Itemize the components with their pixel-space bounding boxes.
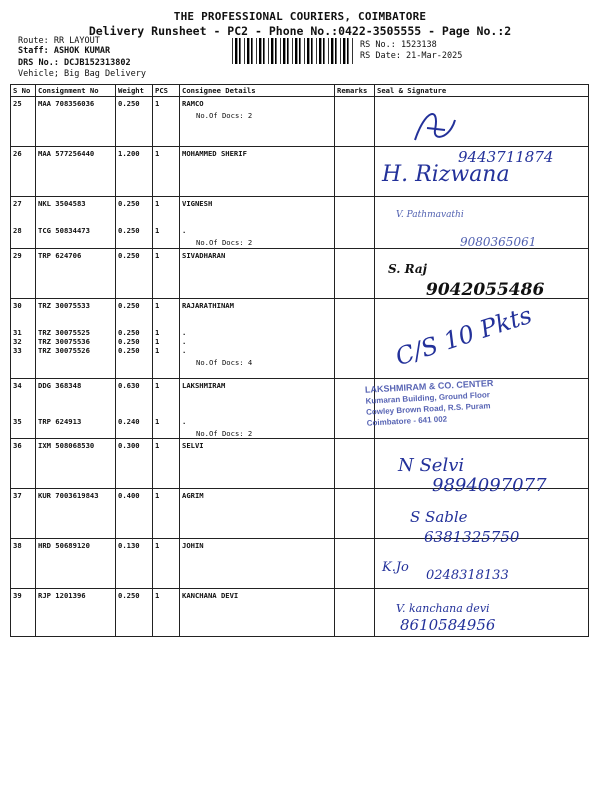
cell-text: 0.250	[118, 251, 140, 260]
remarks-cell	[335, 589, 375, 637]
weight-cell	[116, 379, 153, 439]
cell-text: 38	[13, 541, 22, 550]
docs-count: No.Of Docs: 2	[196, 111, 253, 120]
pcs-cell	[153, 379, 180, 439]
cell-text: 1	[155, 417, 160, 426]
docs-count: No.Of Docs: 2	[196, 429, 253, 438]
consignee-cell	[180, 249, 335, 299]
col-pcs-header: PCS	[153, 85, 180, 97]
consignment-cell	[36, 379, 116, 439]
signature-phone-39: 8610584956	[400, 616, 496, 634]
cell-text	[118, 408, 150, 417]
cell-text	[38, 217, 113, 226]
cell-text	[13, 217, 33, 226]
docs-count: No.Of Docs: 2	[196, 238, 253, 247]
cell-text: TRZ 30075525	[38, 328, 90, 337]
weight-cell	[116, 197, 153, 249]
cell-text: .	[182, 337, 187, 346]
consignee-cell	[180, 97, 335, 147]
cell-text: 0.130	[118, 541, 140, 550]
cell-text	[38, 408, 113, 417]
cell-text: 0.250	[118, 328, 140, 337]
cell-text	[182, 319, 332, 328]
cell-text: RJP 1201396	[38, 591, 86, 600]
stamp-line-2: Kumaran Building, Ground Floor	[365, 390, 491, 406]
signature-phone-38: 0248318133	[426, 568, 509, 583]
col-consignment-header: Consignment No	[36, 85, 116, 97]
cell-text: 39	[13, 591, 22, 600]
consignee-cell	[180, 147, 335, 197]
weight-cell	[116, 147, 153, 197]
table-header-row	[11, 85, 589, 97]
sno-cell	[11, 489, 36, 539]
cell-text: 26	[13, 149, 22, 158]
cell-text: RAMCO	[182, 99, 204, 108]
cell-text: 1	[155, 301, 160, 310]
cell-text: TRP 624706	[38, 251, 82, 260]
stamp-line-4: Coimbatore - 641 002	[366, 414, 448, 428]
signature-phone-36: 9894097077	[432, 475, 547, 496]
cell-text	[13, 399, 33, 408]
cell-text: IXM 508068530	[38, 441, 95, 450]
consignee-cell	[180, 299, 335, 379]
route-label: Route: RR LAYOUT	[18, 36, 100, 46]
consignment-cell	[36, 197, 116, 249]
cell-text: 35	[13, 417, 22, 426]
weight-cell	[116, 97, 153, 147]
signature-name-37: S Sable	[410, 508, 468, 526]
stamp-line-3: Cowley Brown Road, R.S. Puram	[365, 401, 491, 417]
consignment-cell	[36, 489, 116, 539]
cell-text: TRZ 30075536	[38, 337, 90, 346]
cell-text: 1	[155, 381, 160, 390]
consignment-cell	[36, 299, 116, 379]
consignee-cell	[180, 379, 335, 439]
sno-cell	[11, 97, 36, 147]
cell-text: 1.200	[118, 149, 140, 158]
cell-text: 0.250	[118, 337, 140, 346]
barcode-icon	[232, 38, 354, 64]
cell-text: 0.250	[118, 199, 140, 208]
signature-name-29: S. Raj	[388, 262, 427, 276]
cell-text	[182, 310, 332, 319]
pcs-cell	[153, 439, 180, 489]
cell-text: 37	[13, 491, 22, 500]
pcs-cell	[153, 249, 180, 299]
cell-text	[182, 208, 332, 217]
sno-cell	[11, 379, 36, 439]
cell-text: .	[182, 346, 187, 355]
consignee-cell	[180, 589, 335, 637]
cell-text	[38, 390, 113, 399]
consignment-cell	[36, 589, 116, 637]
cell-text	[118, 399, 150, 408]
docs-count: No.Of Docs: 4	[196, 358, 253, 367]
vehicle-label: Vehicle; Big Bag Delivery	[18, 69, 146, 79]
pcs-cell	[153, 97, 180, 147]
cell-text: NKL 3504583	[38, 199, 86, 208]
remarks-cell	[335, 249, 375, 299]
cell-text: 0.400	[118, 491, 140, 500]
rs-number: RS No.: 1523138	[360, 40, 437, 50]
cell-text	[118, 208, 150, 217]
cell-text	[155, 217, 177, 226]
signature-scribble-icon	[405, 100, 465, 150]
cell-text	[155, 390, 177, 399]
sno-cell	[11, 299, 36, 379]
consignment-cell	[36, 539, 116, 589]
cell-text: 1	[155, 591, 160, 600]
cell-text: KANCHANA DEVI	[182, 591, 239, 600]
signature-phone-28: 9080365061	[460, 235, 537, 249]
cell-text: 0.250	[118, 346, 140, 355]
cell-text	[182, 390, 332, 399]
company-stamp	[365, 375, 548, 438]
weight-cell	[116, 589, 153, 637]
cell-text: LAKSHMIRAM	[182, 381, 226, 390]
signature-phone-37: 6381325750	[424, 528, 520, 546]
sno-cell	[11, 539, 36, 589]
cell-text	[38, 319, 113, 328]
cell-text	[38, 399, 113, 408]
cell-text	[155, 408, 177, 417]
cell-text	[182, 217, 332, 226]
remarks-cell	[335, 197, 375, 249]
pcs-cell	[153, 539, 180, 589]
cell-text: TRZ 30075533	[38, 301, 90, 310]
stamp-line-1: LAKSHMIRAM & CO. CENTER	[364, 378, 494, 395]
cell-text: 0.300	[118, 441, 140, 450]
col-consignee-header: Consignee Details	[180, 85, 335, 97]
cell-text: 1	[155, 328, 160, 337]
consignee-cell	[180, 539, 335, 589]
cell-text	[38, 310, 113, 319]
cell-text: 31	[13, 328, 22, 337]
drs-label: DRS No.: DCJB152313802	[18, 58, 131, 68]
weight-cell	[116, 249, 153, 299]
cell-text: 1	[155, 251, 160, 260]
pcs-cell	[153, 589, 180, 637]
cell-text: 0.250	[118, 226, 140, 235]
cell-text: 1	[155, 99, 160, 108]
cell-text: 33	[13, 346, 22, 355]
cell-text: MAA 708356036	[38, 99, 95, 108]
weight-cell	[116, 489, 153, 539]
consignment-cell	[36, 439, 116, 489]
cell-text: 1	[155, 149, 160, 158]
cell-text: 1	[155, 441, 160, 450]
cell-text: 0.250	[118, 301, 140, 310]
cell-text	[13, 310, 33, 319]
cell-text: RAJARATHINAM	[182, 301, 234, 310]
consignee-cell	[180, 197, 335, 249]
cell-text: 1	[155, 226, 160, 235]
remarks-cell	[335, 299, 375, 379]
signature-name-39: V. kanchana devi	[396, 602, 490, 615]
cell-text: VIGNESH	[182, 199, 213, 208]
sno-cell	[11, 439, 36, 489]
cell-text	[155, 319, 177, 328]
staff-label: Staff: ASHOK KUMAR	[18, 46, 111, 56]
cell-text	[118, 390, 150, 399]
cell-text: SELVI	[182, 441, 204, 450]
cell-text: 1	[155, 491, 160, 500]
pcs-cell	[153, 299, 180, 379]
cell-text	[155, 208, 177, 217]
cell-text: 25	[13, 99, 22, 108]
consignment-cell	[36, 249, 116, 299]
pcs-cell	[153, 197, 180, 249]
cell-text: 27	[13, 199, 22, 208]
cell-text	[13, 208, 33, 217]
cell-text	[182, 399, 332, 408]
sno-cell	[11, 589, 36, 637]
cell-text: 29	[13, 251, 22, 260]
remarks-cell	[335, 439, 375, 489]
table-row	[11, 589, 589, 637]
signature-name-26: H. Rizwana	[382, 162, 510, 187]
cell-text	[13, 390, 33, 399]
consignment-cell	[36, 147, 116, 197]
sno-cell	[11, 197, 36, 249]
signature-name-28: V. Pathmavathi	[396, 210, 464, 220]
rs-date: RS Date: 21-Mar-2025	[360, 51, 463, 61]
weight-cell	[116, 539, 153, 589]
signature-name-36: N Selvi	[398, 455, 465, 476]
company-title: THE PROFESSIONAL COURIERS, COIMBATORE	[173, 10, 427, 23]
cell-text: 1	[155, 346, 160, 355]
pcs-cell	[153, 147, 180, 197]
cell-text: 0.250	[118, 591, 140, 600]
cell-text	[13, 408, 33, 417]
cell-text	[118, 217, 150, 226]
consignment-cell	[36, 97, 116, 147]
consignee-cell	[180, 489, 335, 539]
remarks-cell	[335, 97, 375, 147]
cell-text: TCG 50834473	[38, 226, 90, 235]
cell-text	[155, 399, 177, 408]
cell-text: 1	[155, 541, 160, 550]
remarks-cell	[335, 147, 375, 197]
cell-text: 32	[13, 337, 22, 346]
cell-text	[38, 208, 113, 217]
cell-text: 36	[13, 441, 22, 450]
cell-text: 0.250	[118, 99, 140, 108]
cell-text: 0.630	[118, 381, 140, 390]
cell-text: TRP 624913	[38, 417, 82, 426]
signature-note-30: C/S 10 Pkts	[392, 300, 536, 372]
remarks-cell	[335, 539, 375, 589]
cell-text: 28	[13, 226, 22, 235]
remarks-cell	[335, 489, 375, 539]
cell-text: 34	[13, 381, 22, 390]
cell-text: 1	[155, 337, 160, 346]
cell-text: JOHIN	[182, 541, 204, 550]
cell-text	[13, 319, 33, 328]
cell-text: TRZ 30075526	[38, 346, 90, 355]
cell-text: HRD 50689120	[38, 541, 90, 550]
signature-phone-29: 9042055486	[426, 280, 545, 300]
cell-text: 1	[155, 199, 160, 208]
cell-text: KUR 7003619843	[38, 491, 99, 500]
runsheet-title: Delivery Runsheet - PC2 - Phone No.:0422-3505555 - Page No.:2	[88, 24, 512, 38]
weight-cell	[116, 439, 153, 489]
cell-text: 30	[13, 301, 22, 310]
cell-text: .	[182, 417, 187, 426]
cell-text	[182, 408, 332, 417]
table-row	[11, 97, 589, 147]
col-signature-header: Seal & Signature	[375, 85, 589, 97]
cell-text: AGRIM	[182, 491, 204, 500]
signature-phone-26: 9443711874	[458, 148, 554, 166]
cell-text: 0.240	[118, 417, 140, 426]
col-remarks-header: Remarks	[335, 85, 375, 97]
cell-text: .	[182, 226, 187, 235]
cell-text: SIVADHARAN	[182, 251, 226, 260]
cell-text	[118, 319, 150, 328]
cell-text: .	[182, 328, 187, 337]
cell-text	[155, 310, 177, 319]
sno-cell	[11, 249, 36, 299]
col-sno-header: S No	[11, 85, 36, 97]
sno-cell	[11, 147, 36, 197]
weight-cell	[116, 299, 153, 379]
consignee-cell	[180, 439, 335, 489]
pcs-cell	[153, 489, 180, 539]
signature-name-38: K.Jo	[382, 560, 409, 575]
cell-text: MAA 577256440	[38, 149, 95, 158]
cell-text	[118, 310, 150, 319]
col-weight-header: Weight	[116, 85, 153, 97]
cell-text: DDG 368348	[38, 381, 82, 390]
cell-text: MOHAMMED SHERIF	[182, 149, 247, 158]
